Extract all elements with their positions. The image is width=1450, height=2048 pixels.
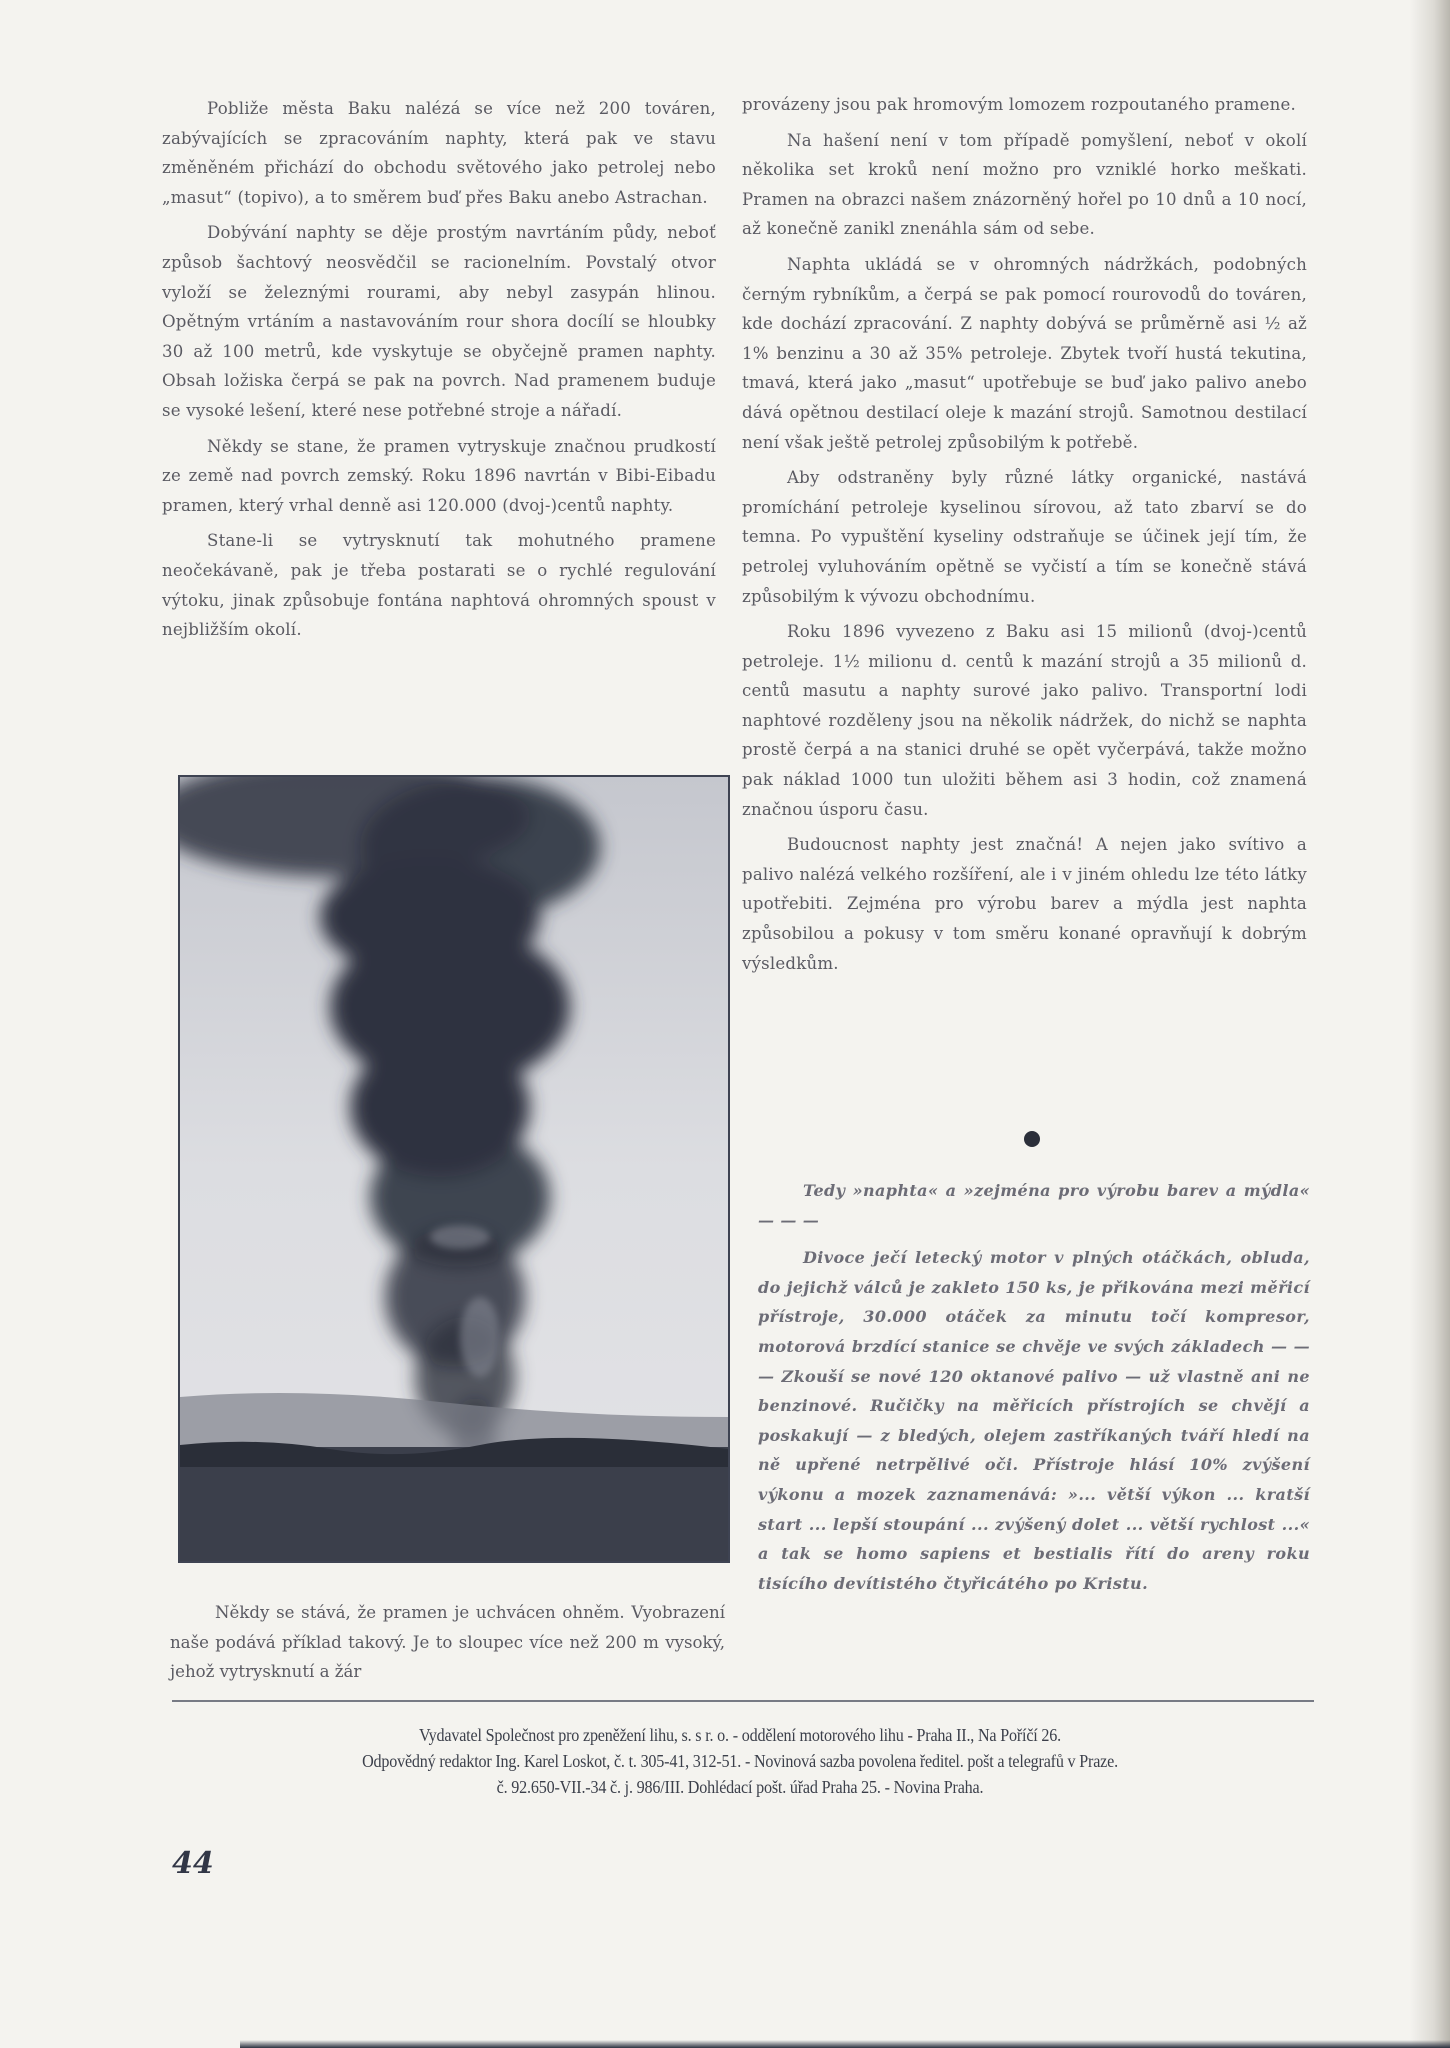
page-bottom-shadow — [240, 2040, 1450, 2048]
right-column — [742, 90, 1307, 984]
italic-paragraph: Tedy »naphta« a »zejména pro výrobu barev a mýdla« — — — — [758, 1181, 1310, 1230]
publisher-imprint — [206, 1722, 1273, 1800]
paragraph: Roku 1896 vyvezeno z Baku asi 15 milionů (dvoj-)centů petroleje. 1½ milionu d. centů k mazání strojů a 35 milionů d. centů masutu a naphty surové jako palivo. Transportní lodi naphtové rozděleny jsou na několik nádržek, do nichž se naphta prostě čerpá a na stanici druhé se opět vyčerpává, takže možno pak náklad 1000 tun uložiti během asi 3 hodin, což znamená značnou úsporu času. — [742, 622, 1307, 819]
paragraph: Naphta ukládá se v ohromných nádržkách, podobných černým rybníkům, a čerpá se pak pomocí rourovodů do továren, kde dochází zpracování. Z naphty dobývá se průměrně asi ½ až 1% benzinu a 30 až 35% petroleje. Zbytek tvoří hustá tekutina, tmavá, která jako „masut“ upotřebuje se buď jako palivo anebo dává opětnou destilací oleje k mazání strojů. Samotnou destilací není však ještě petrolej způsobilým k potřebě. — [742, 254, 1307, 452]
paragraph: Na hašení není v tom případě pomyšlení, neboť v okolí několika set kroků není možno pro vzniklé horko meškati. Pramen na obrazci našem znázorněný hořel po 10 dnů a 10 nocí, až konečně zanikl znenáhla sám od sebe. — [742, 130, 1307, 239]
italic-paragraph: Divoce ječí letecký motor v plných otáčkách, obluda, do jejichž válců je zakleto 150 ks, je přikována mezi měřicí přístroje, 30.000 otáček za minutu točí kompresor, motorová brzdící stanice se chvěje ve svých základech — — — Zkouší se nové 120 oktanové palivo — už vlastně ani ne benzinové. Ručičky na měřicích přístrojích se chvějí a poskakují — z bledých, olejem zastříkaných tváří hledí na ně upřené netrpělivé oči. Přístroje hlásí 10% zvýšení výkonu a mozek zaznamenává: »... větší výkon ... kratší start ... lepší stoupání ... zvýšený dolet ... větší rychlost ...« a tak se homo sapiens et bestialis řítí do areny roku tisícího devítistého čtyřicátého po Kristu. — [758, 1248, 1310, 1593]
oil-fire-plume-icon — [180, 777, 728, 1561]
paragraph-continuation: provázeny jsou pak hromovým lomozem rozpoutaného pramene. — [742, 95, 1297, 114]
paragraph: Dobývání naphty se děje prostým navrtáním půdy, neboť způsob šachtový neosvědčil se racionelním. Povstalý otvor vyloží se železnými rourami, aby nebyl zasypán hlinou. Opětným vrtáním a nastavováním rour shora docílí se hloubky 30 až 100 metrů, kde vyskytuje se obyčejně pramen naphty. Obsah ložiska čerpá se pak na povrch. Nad pramenem buduje se vysoké lešení, které nese potřebné stroje a nářadí. — [162, 223, 716, 420]
page-number: 44 — [172, 1846, 214, 1881]
page-edge-shadow — [1410, 0, 1450, 2048]
left-column — [162, 94, 716, 651]
footer-divider — [172, 1700, 1314, 1702]
photo-caption — [170, 1598, 725, 1687]
paragraph: Pobliže města Baku nalézá se více než 200 továren, zabývajících se zpracováním naphty, která pak ve stavu změněném přichází do obchodu světového jako petrolej nebo „masut“ (topivo), a to směrem buď přes Baku anebo Astrachan. — [162, 99, 716, 207]
caption-text: Někdy se stává, že pramen je uchvácen ohněm. Vyobrazení naše podává příklad takový. Je to sloupec více než 200 m vysoký, jehož vytrysknutí a žár — [170, 1603, 725, 1681]
paragraph: Budoucnost naphty jest značná! A nejen jako svítivo a palivo nalézá velkého rozšíření, ale i v jiném ohledu lze této látky upotřebiti. Zejména pro výrobu barev a mýdla jest naphta způsobilou a pokusy v tom směru konané opravňují k dobrým výsledkům. — [742, 835, 1307, 973]
italic-section — [758, 1176, 1310, 1606]
imprint-line: Vydavatel Společnost pro zpeněžení lihu, s. s r. o. - oddělení motorového lihu - Praha II., Na Poříčí 26. — [419, 1725, 1061, 1745]
photo-burning-oil-well — [178, 775, 730, 1563]
bullet-icon — [1024, 1131, 1040, 1147]
imprint-line: č. 92.650-VII.-34 č. j. 986/III. Dohlédací pošt. úřad Praha 25. - Novina Praha. — [496, 1777, 984, 1797]
imprint-line: Odpovědný redaktor Ing. Karel Loskot, č. t. 305-41, 312-51. - Novinová sazba povolena ředitel. pošt a telegrafů v Praze. — [362, 1751, 1118, 1771]
paragraph: Někdy se stane, že pramen vytryskuje značnou prudkostí ze země nad povrch zemský. Roku 1896 navrtán v Bibi-Eibadu pramen, který vrhal denně asi 120.000 (dvoj-)centů naphty. — [162, 436, 716, 515]
paragraph: Aby odstraněny byly různé látky organické, nastává promíchání petroleje kyselinou sírovou, až tato zbarví se do temna. Po vypuštění kyseliny odstraňuje se účinek její tím, že petrolej vyluhováním opětně se vyčistí a tím se konečně stává způsobilým k vývozu obchodnímu. — [742, 468, 1307, 606]
paragraph: Stane-li se vytrysknutí tak mohutného pramene neočekávaně, pak je třeba postarati se o rychlé regulování výtoku, jinak způsobuje fontána naphtová ohromných spoust v nejbližším okolí. — [162, 531, 716, 640]
